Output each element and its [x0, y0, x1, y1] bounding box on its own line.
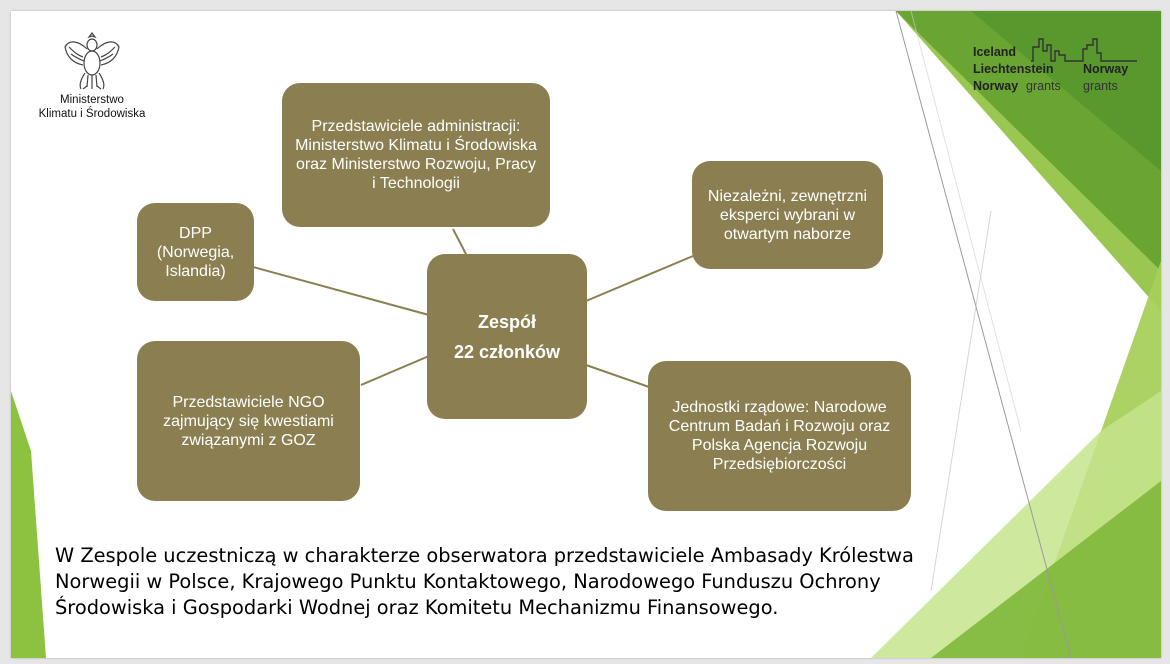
center-node — [427, 254, 587, 419]
observer-note — [55, 543, 1055, 621]
node-ngo: Przedstawiciele NGO zajmujący się kwestiami związanymi z GOZ — [137, 341, 360, 501]
ministry-name-line2: Klimatu i Środowiska — [38, 108, 146, 120]
center-node-title: Zespół — [477, 311, 536, 332]
node-administration: Przedstawiciele administracji: Ministerstwo Klimatu i Środowiska oraz Ministerstwo Rozwoju, Pracy i Technologii — [282, 83, 550, 227]
grants-liechtenstein: Liechtenstein — [973, 62, 1054, 76]
grants-norway-1: Norway — [973, 79, 1019, 93]
grants-grants-1: grants — [1026, 79, 1061, 93]
slide — [11, 11, 1161, 658]
observer-note-line1: W Zespole uczestniczą w charakterze obserwatora przedstawiciele Ambasady Królestwa — [55, 544, 914, 567]
grants-iceland: Iceland — [973, 45, 1017, 59]
node-government: Jednostki rządowe: Narodowe Centrum Badań i Rozwoju oraz Polska Agencja Rozwoju Przedsiębiorczości — [648, 361, 911, 511]
observer-note-line2: Norwegii w Polsce, Krajowego Punktu Kontaktowego, Narodowego Funduszu Ochrony — [55, 570, 881, 593]
node-experts: Niezależni, zewnętrzni eksperci wybrani w otwartym naborze — [692, 161, 883, 269]
ministry-name-line1: Ministerstwo — [60, 94, 124, 106]
node-dpp: DPP (Norwegia, Islandia) — [137, 203, 254, 301]
grants-norway-2: Norway — [1083, 62, 1129, 76]
observer-note-line3: Środowiska i Gospodarki Wodnej oraz Komitetu Mechanizmu Finansowego. — [55, 596, 779, 619]
center-node-subtitle: 22 członków — [453, 341, 561, 362]
grants-grants-2: grants — [1083, 79, 1118, 93]
